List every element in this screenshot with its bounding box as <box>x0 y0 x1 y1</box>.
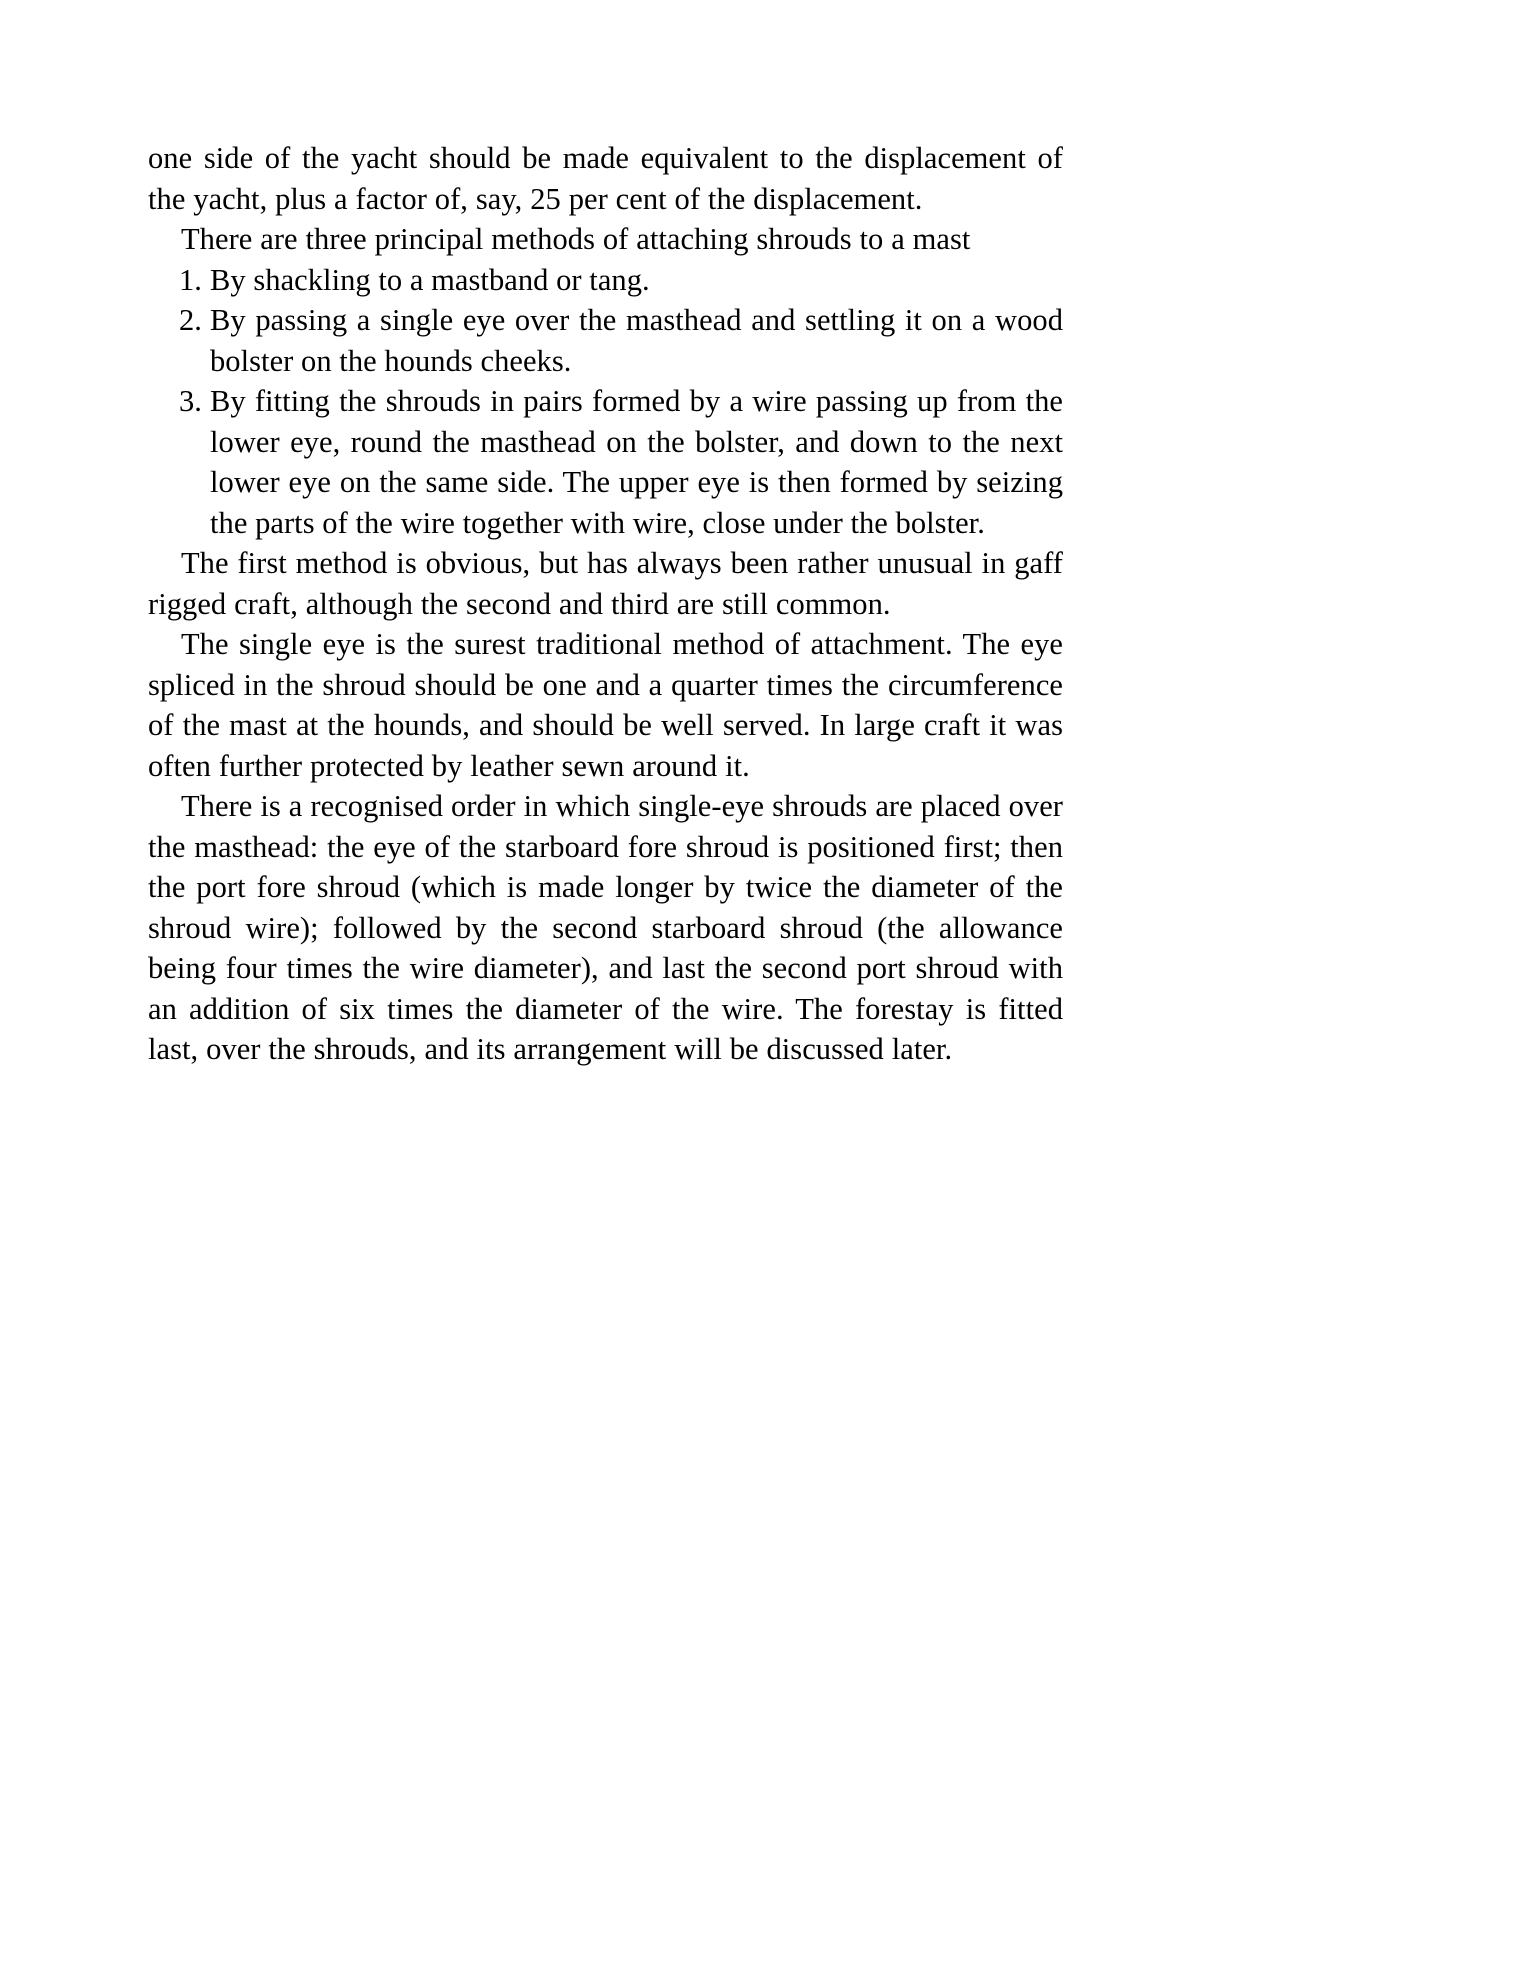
paragraph-order: There is a recognised order in which single-eye shrouds are placed over the masthead: the eye of the starboard fore shroud is positioned first; then the port fore shroud (which is made longer by twice the diameter of the shroud wire); followed by the second starboard shroud (the allowance being four times the wire diameter), and last the second port shroud with an addition of six times the diameter of the wire. The forestay is fitted last, over the shrouds, and its arrangement will be discussed later. <box>148 789 1063 1066</box>
list-item <box>148 300 1063 381</box>
list-item-marker: 1. <box>179 262 202 297</box>
list-item-marker: 3. <box>179 384 202 418</box>
list-item <box>148 260 1063 301</box>
text-column <box>148 138 1063 1070</box>
list-item-text: By shackling to a mastband or tang. <box>210 262 650 297</box>
method-list <box>148 260 1063 544</box>
list-item <box>148 381 1063 543</box>
list-item-text: By fitting the shrouds in pairs formed by a wire passing up from the lower eye, round the masthead on the bolster, and down to the next lower eye on the same side. The upper eye is then formed by seizing the parts of the wire together with wire, close under the bolster. <box>210 384 1063 540</box>
list-item-text: By passing a single eye over the masthead and settling it on a wood bolster on the hounds cheeks. <box>210 303 1063 378</box>
paragraph-single-eye: The single eye is the surest traditional method of attachment. The eye spliced in the shroud should be one and a quarter times the circumference of the mast at the hounds, and should be well served. In large craft it was often further protected by leather sewn around it. <box>148 627 1063 783</box>
paragraph-after-list: The first method is obvious, but has always been rather unusual in gaff rigged craft, although the second and third are still common. <box>148 546 1063 621</box>
list-item-marker: 2. <box>179 303 202 337</box>
paragraph-opening: one side of the yacht should be made equivalent to the displacement of the yacht, plus a factor of, say, 25 per cent of the displacement. <box>148 141 1063 216</box>
paragraph-lead-in: There are three principal methods of attaching shrouds to a mast <box>181 222 971 256</box>
